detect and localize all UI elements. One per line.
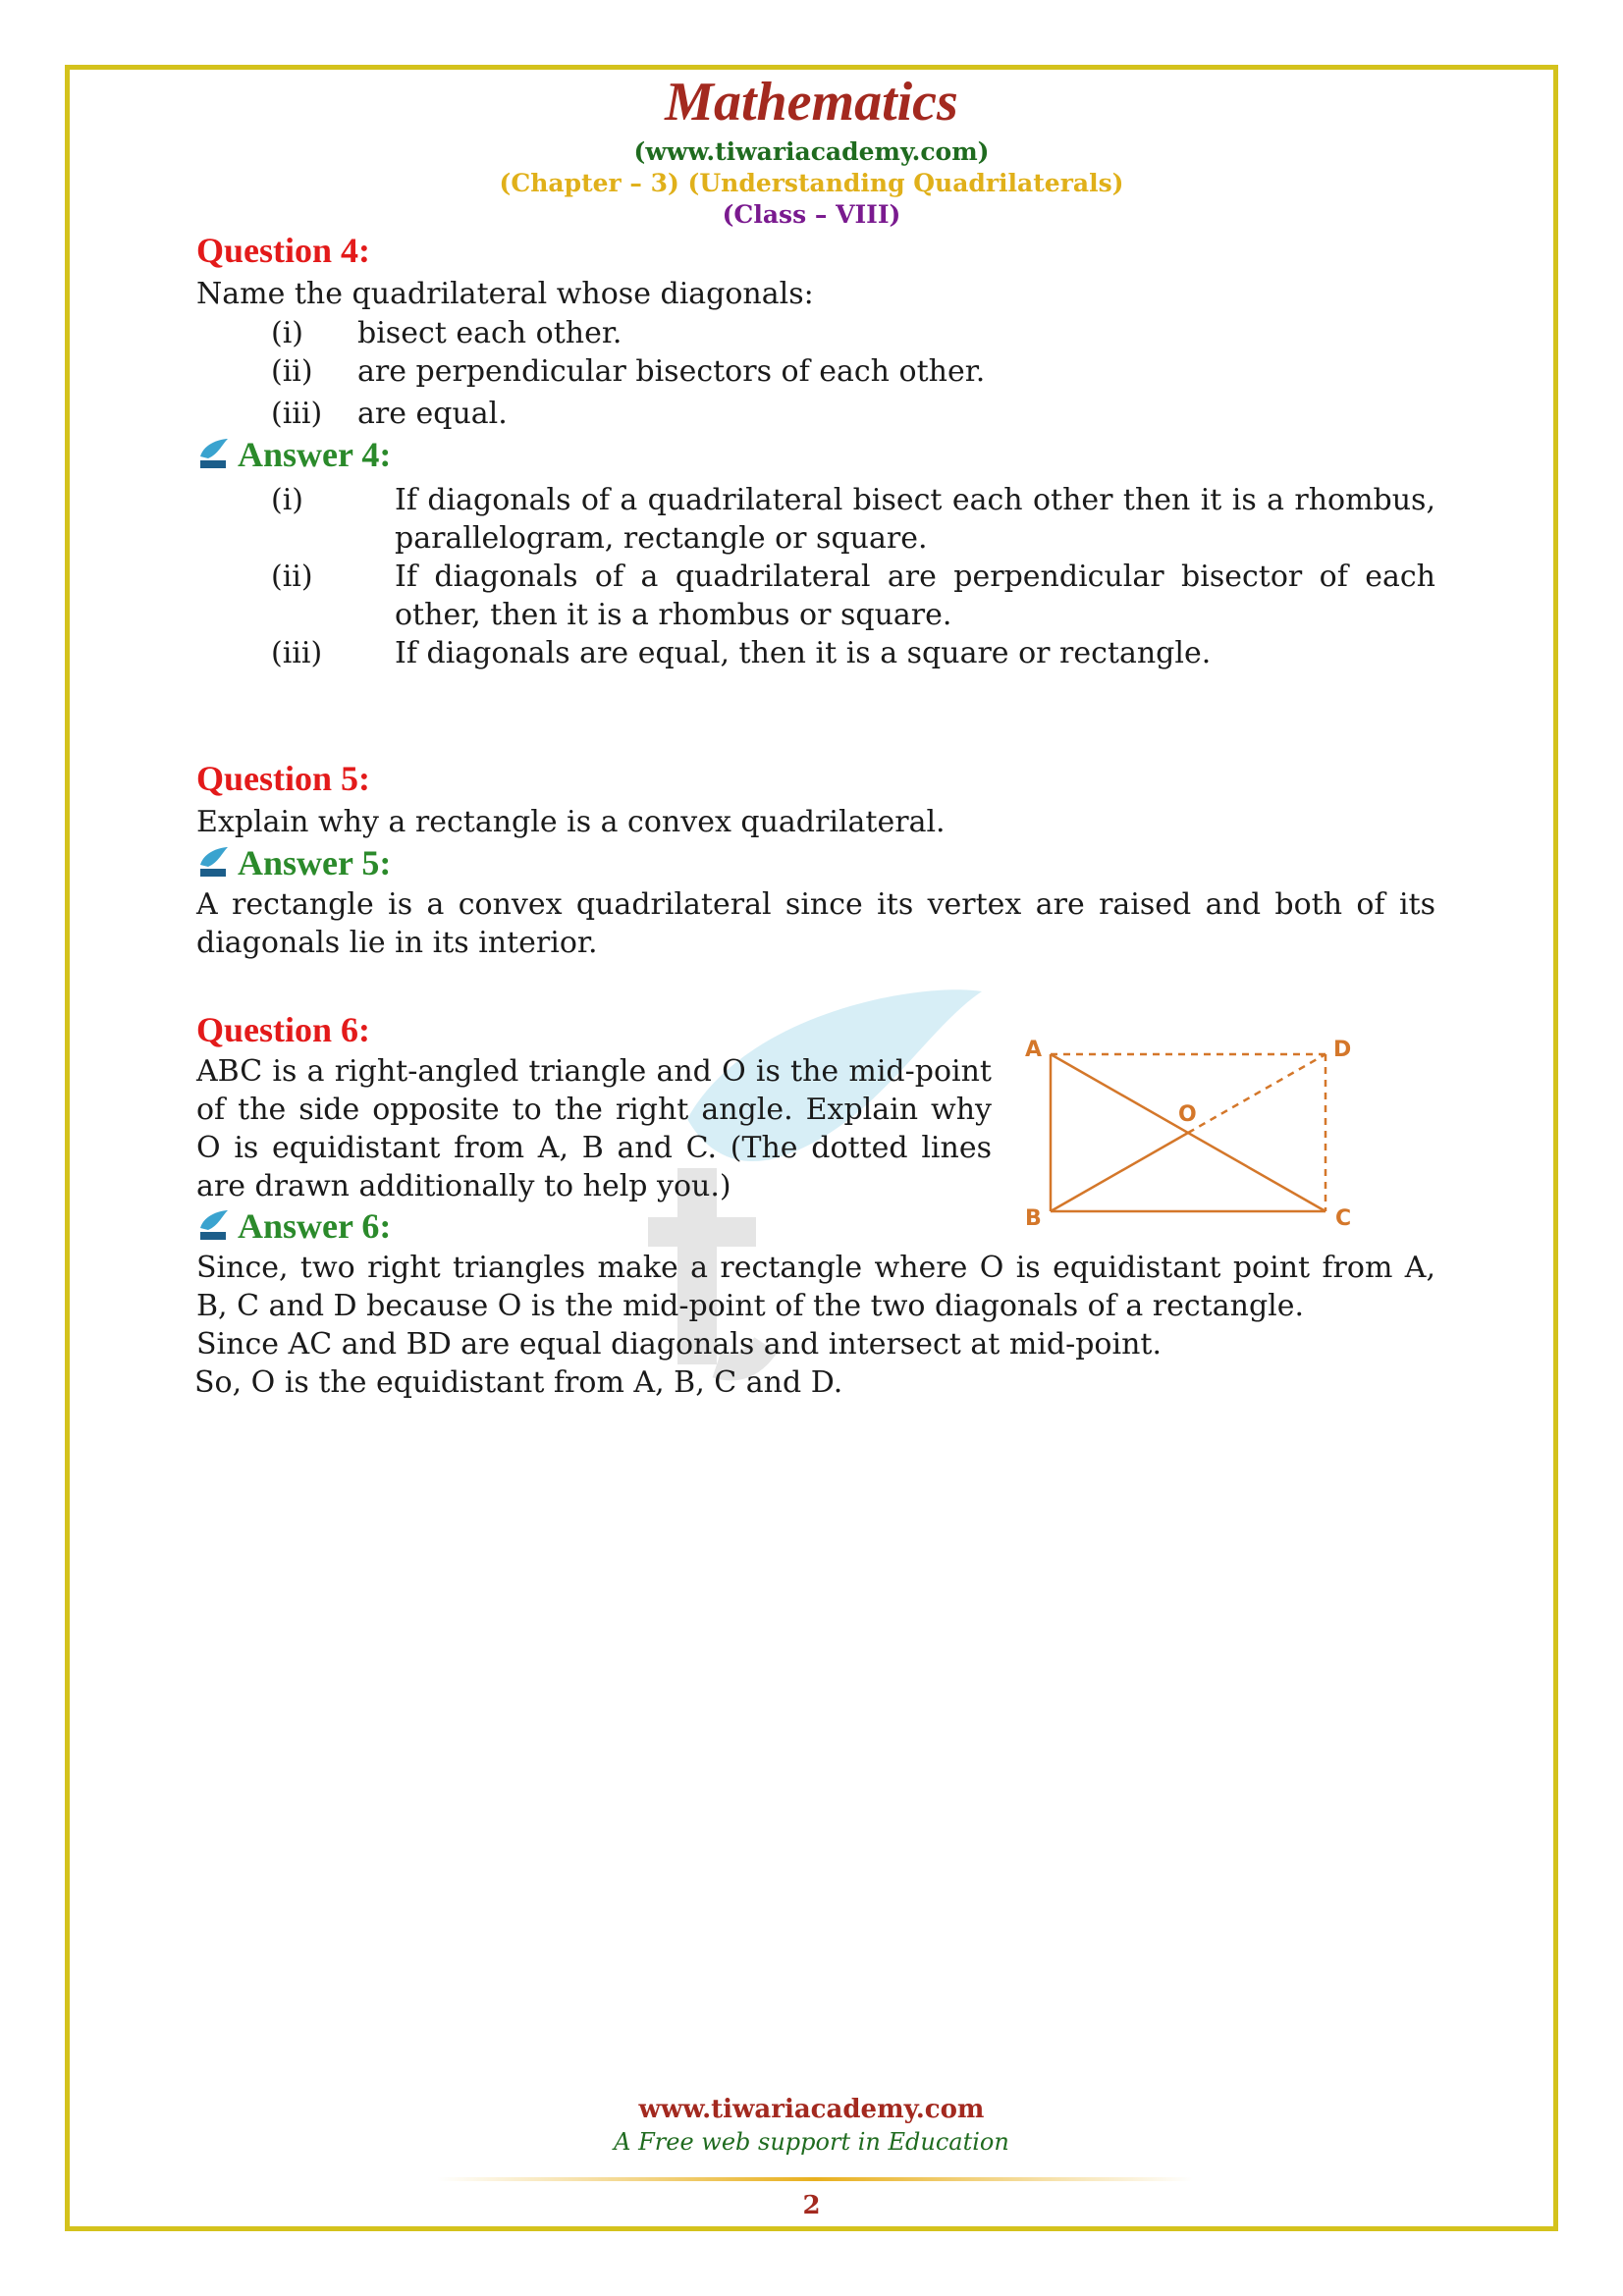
answer-4-heading [196,434,391,475]
a4-item-text: If diagonals are equal, then it is a square or rectangle. [395,636,1212,670]
q4-item-text: bisect each other. [357,316,622,350]
a4-item-label: (ii) [271,560,313,594]
tiwari-leaf-icon [196,845,232,881]
vertex-label-d: D [1333,1038,1352,1062]
chapter-subtitle: (Chapter – 3) (Understanding Quadrilaterals) [499,169,1124,197]
vertex-label-a: A [1025,1038,1043,1062]
question-4-prompt: Name the quadrilateral whose diagonals: [196,277,814,311]
q4-item-label: (iii) [271,397,323,431]
a4-item-text: If diagonals of a quadrilateral are perpendicular bisector of each other, then it is a rhombus or square. [395,560,1435,632]
vertex-label-c: C [1335,1206,1352,1229]
answer-6-heading [196,1205,391,1247]
q4-item-text: are perpendicular bisectors of each other. [357,354,986,389]
a4-item-label: (iii) [271,636,323,670]
a4-item-text: If diagonals of a quadrilateral bisect each other then it is a rhombus, parallelogram, rectangle or square. [395,483,1435,556]
vertex-label-b: B [1025,1206,1042,1229]
rectangle-diagram [1011,1033,1375,1229]
answer-5-heading [196,842,391,883]
tiwari-leaf-icon [196,1208,232,1244]
answer-6-text-3: So, O is the equidistant from A, B, C and D. [194,1365,843,1400]
answer-6-text-1: Since, two right triangles make a rectangle where O is equidistant point from A, B, C and D because O is the mid-point of the two diagonals of a rectangle. [196,1251,1435,1323]
footer-site-link[interactable]: www.tiwariacademy.com [638,2095,985,2124]
q4-item-text: are equal. [357,397,508,431]
question-4-heading: Question 4: [196,231,371,270]
class-subtitle: (Class – VIII) [722,200,901,229]
vertex-label-o: O [1178,1102,1197,1127]
question-5-prompt: Explain why a rectangle is a convex quadrilateral. [196,805,946,839]
question-6-heading: Question 6: [196,1010,371,1049]
question-6-prompt: ABC is a right-angled triangle and O is the mid-point of the side opposite to the right angle. Explain why O is equidistant from A, B and C. (The dotted lines are drawn additionally to help you.) [196,1054,992,1203]
dotted-diagonal-od [1188,1054,1325,1133]
answer-6-label: Answer 6: [238,1206,392,1246]
tiwari-leaf-icon [196,437,232,472]
answer-4-label: Answer 4: [238,435,392,474]
page-title: Mathematics [665,72,958,133]
footer-divider [437,2177,1193,2181]
footer-tagline: A Free web support in Education [614,2128,1009,2156]
q4-item-label: (i) [271,316,304,350]
answer-5-text: A rectangle is a convex quadrilateral since its vertex are raised and both of its diagonals lie in its interior. [196,887,1435,960]
a4-item-label: (i) [271,483,304,517]
answer-6-text-2: Since AC and BD are equal diagonals and intersect at mid-point. [196,1327,1162,1362]
question-5-heading: Question 5: [196,759,371,798]
diagonal-bo [1051,1133,1188,1211]
header-site-link[interactable]: (www.tiwariacademy.com) [633,137,990,166]
page-number: 2 [802,2191,821,2220]
q4-item-label: (ii) [271,354,313,389]
answer-5-label: Answer 5: [238,843,392,882]
